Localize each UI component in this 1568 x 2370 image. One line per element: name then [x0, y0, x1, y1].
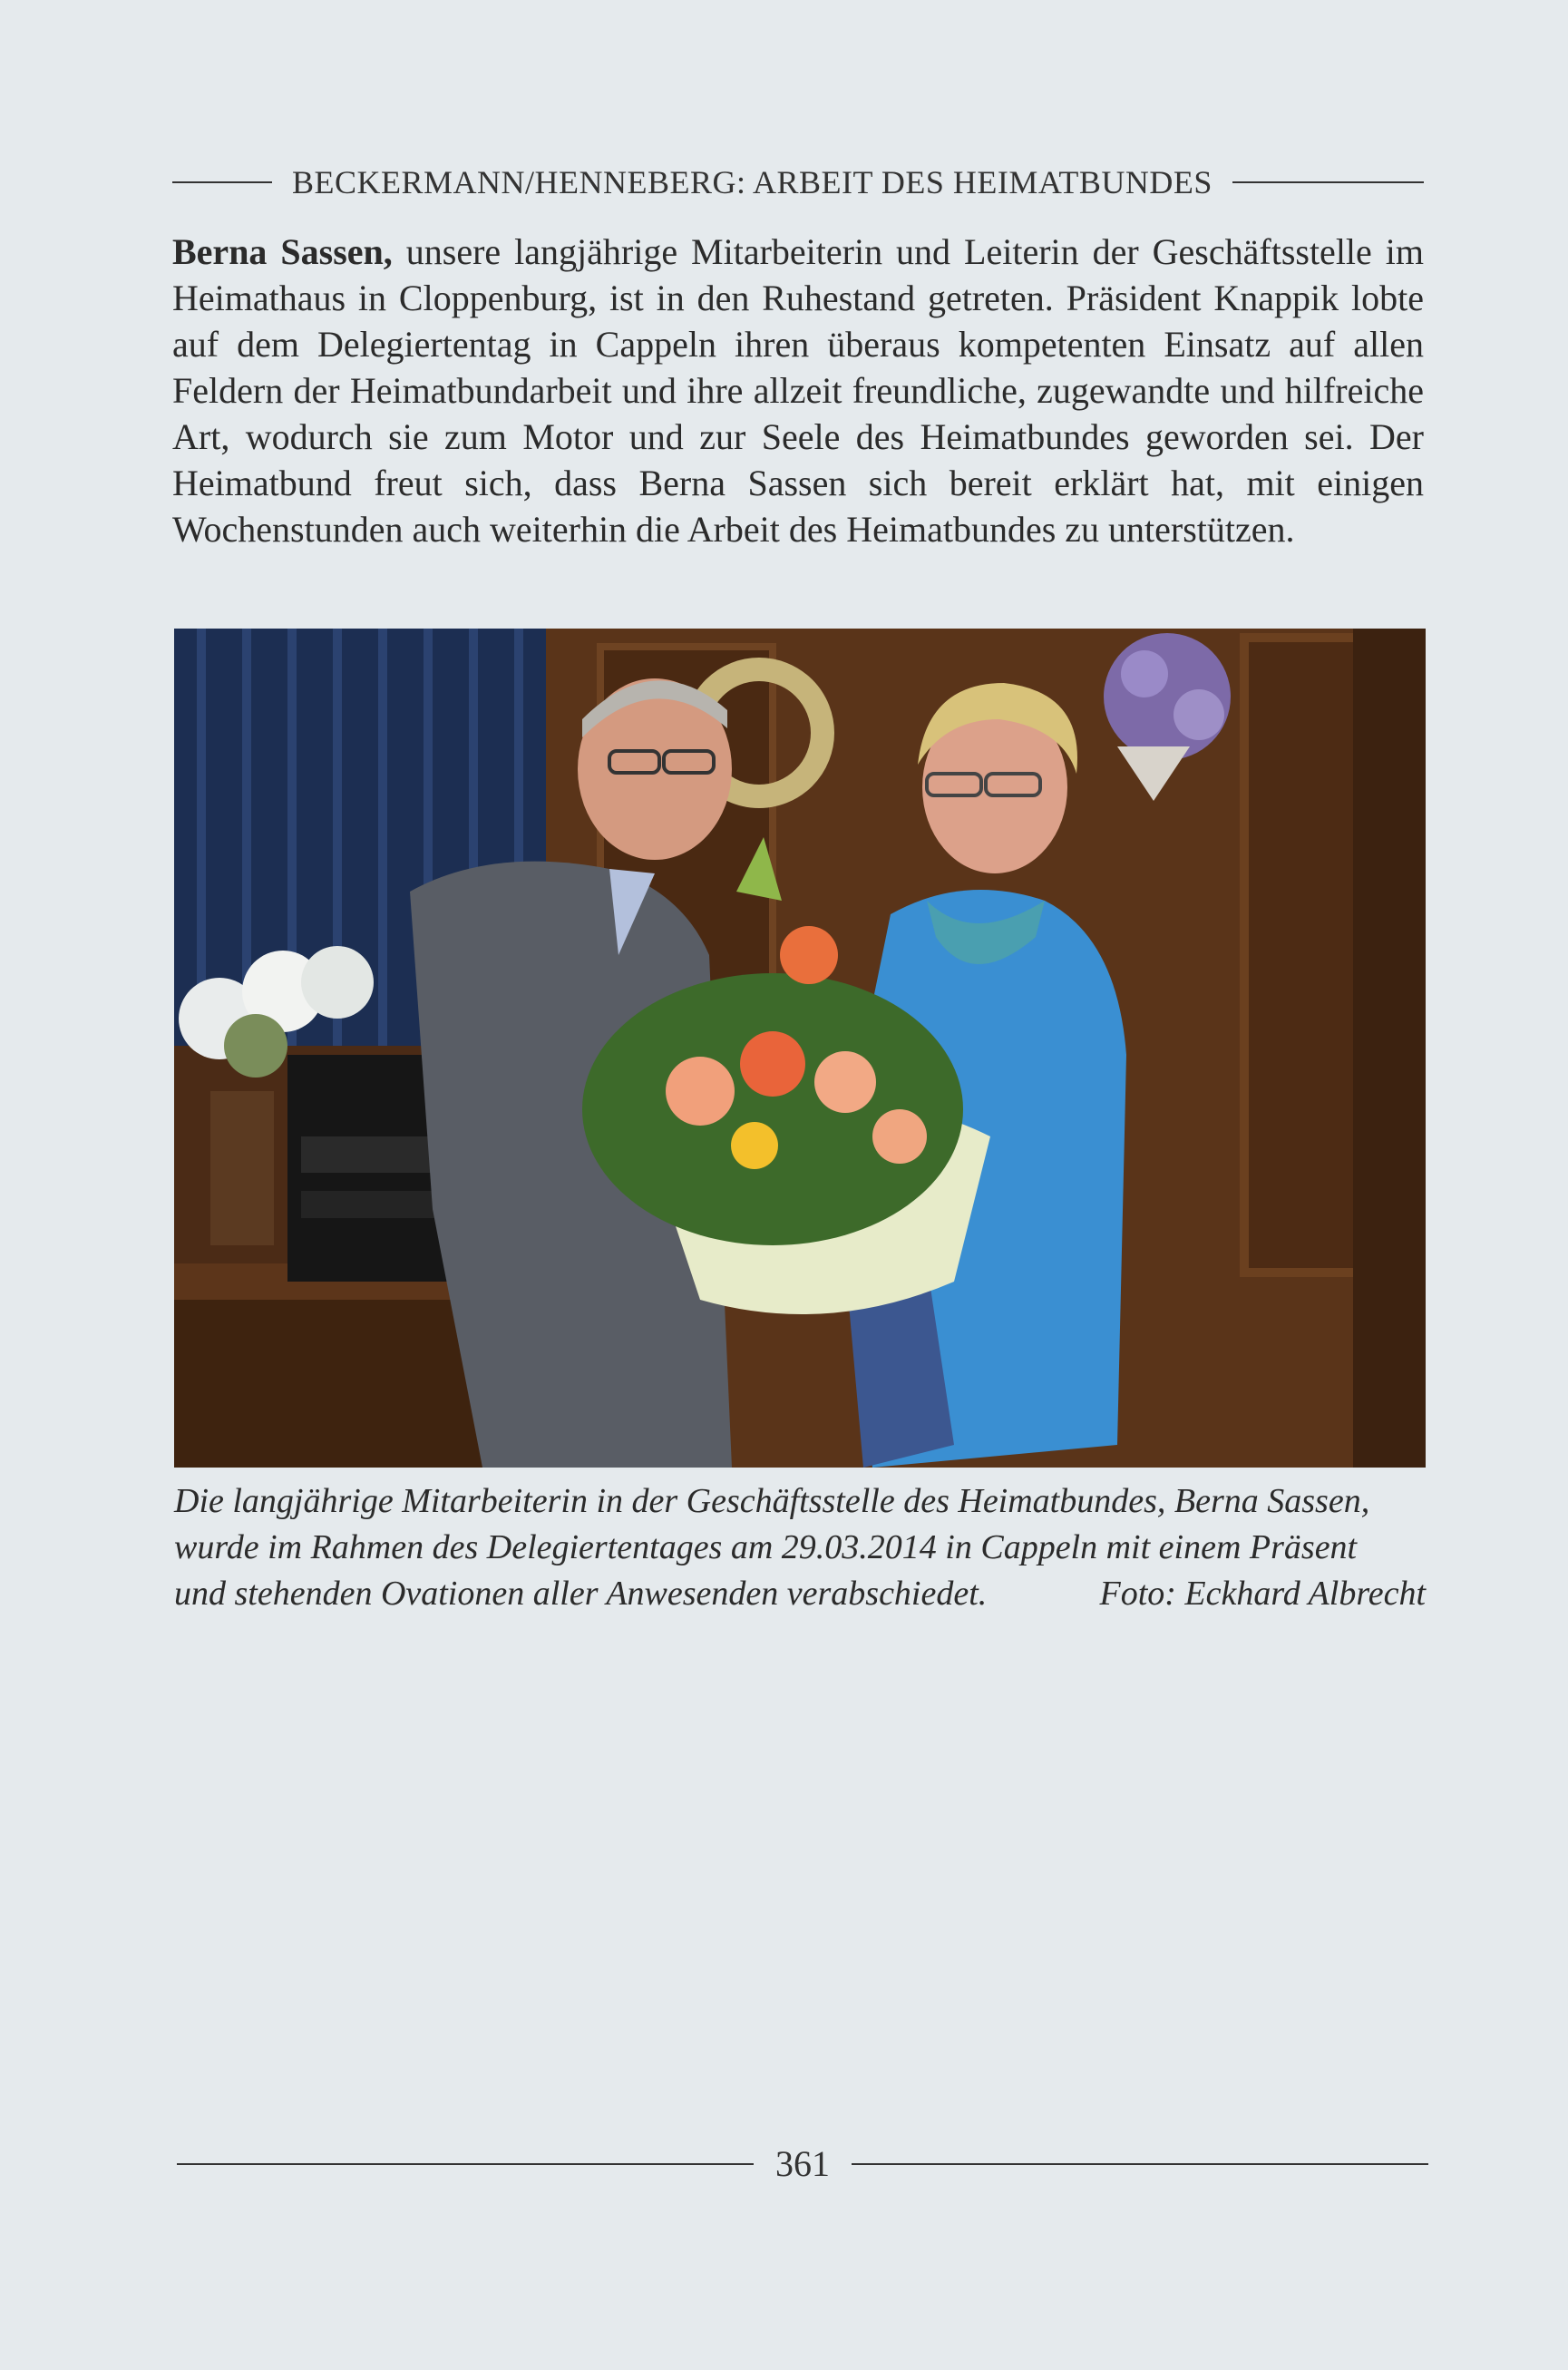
photo-credit: Foto: Eckhard Albrecht [1099, 1575, 1426, 1613]
caption-line-1: Die langjährige Mitarbeiterin in der Geschäftsstelle des Heimatbundes, Berna Sassen, [174, 1482, 1370, 1520]
header-rule-left [172, 181, 272, 183]
caption-line-2: wurde im Rahmen des Delegiertentages am 29.03.2014 in Cappeln mit einem Präsent [174, 1528, 1358, 1566]
caption-text: und stehenden Ovationen aller Anwesenden verabschiedet. [174, 1575, 988, 1613]
header-rule-right [1232, 181, 1424, 183]
paragraph-text: unsere langjährige Mitarbeiterin und Leiterin der Geschäftsstelle im Heimathaus in Cloppenburg, ist in den Ruhestand getreten. Präsident Knappik lobte auf dem Delegiertentag in Cappeln ihren überaus kompetenten Einsatz auf allen Feldern der Heimatbundarbeit und ihre allzeit freundliche, zugewandte und hilfreiche Art, wodurch sie zum Motor und zur Seele des Heimatbundes geworden sei. Der Heimatbund freut sich, dass Berna Sassen sich bereit erklärt hat, mit einigen Wochenstunden auch weiterhin die Arbeit des Heimatbundes zu unterstützen. [172, 231, 1424, 550]
page-footer [177, 2142, 1428, 2185]
photo-caption [174, 1478, 1426, 1617]
running-title: BECKERMANN/HENNEBERG: ARBEIT DES HEIMATBUNDES [292, 164, 1213, 200]
footer-rule-left [177, 2163, 754, 2165]
article-paragraph [172, 229, 1424, 552]
photo-illustration [174, 629, 1426, 1468]
lead-name: Berna Sassen, [172, 231, 393, 272]
page-number: 361 [775, 2143, 830, 2184]
footer-rule-right [852, 2163, 1428, 2165]
caption-line-3 [174, 1571, 1426, 1617]
running-header [172, 163, 1424, 201]
photograph [174, 629, 1426, 1468]
